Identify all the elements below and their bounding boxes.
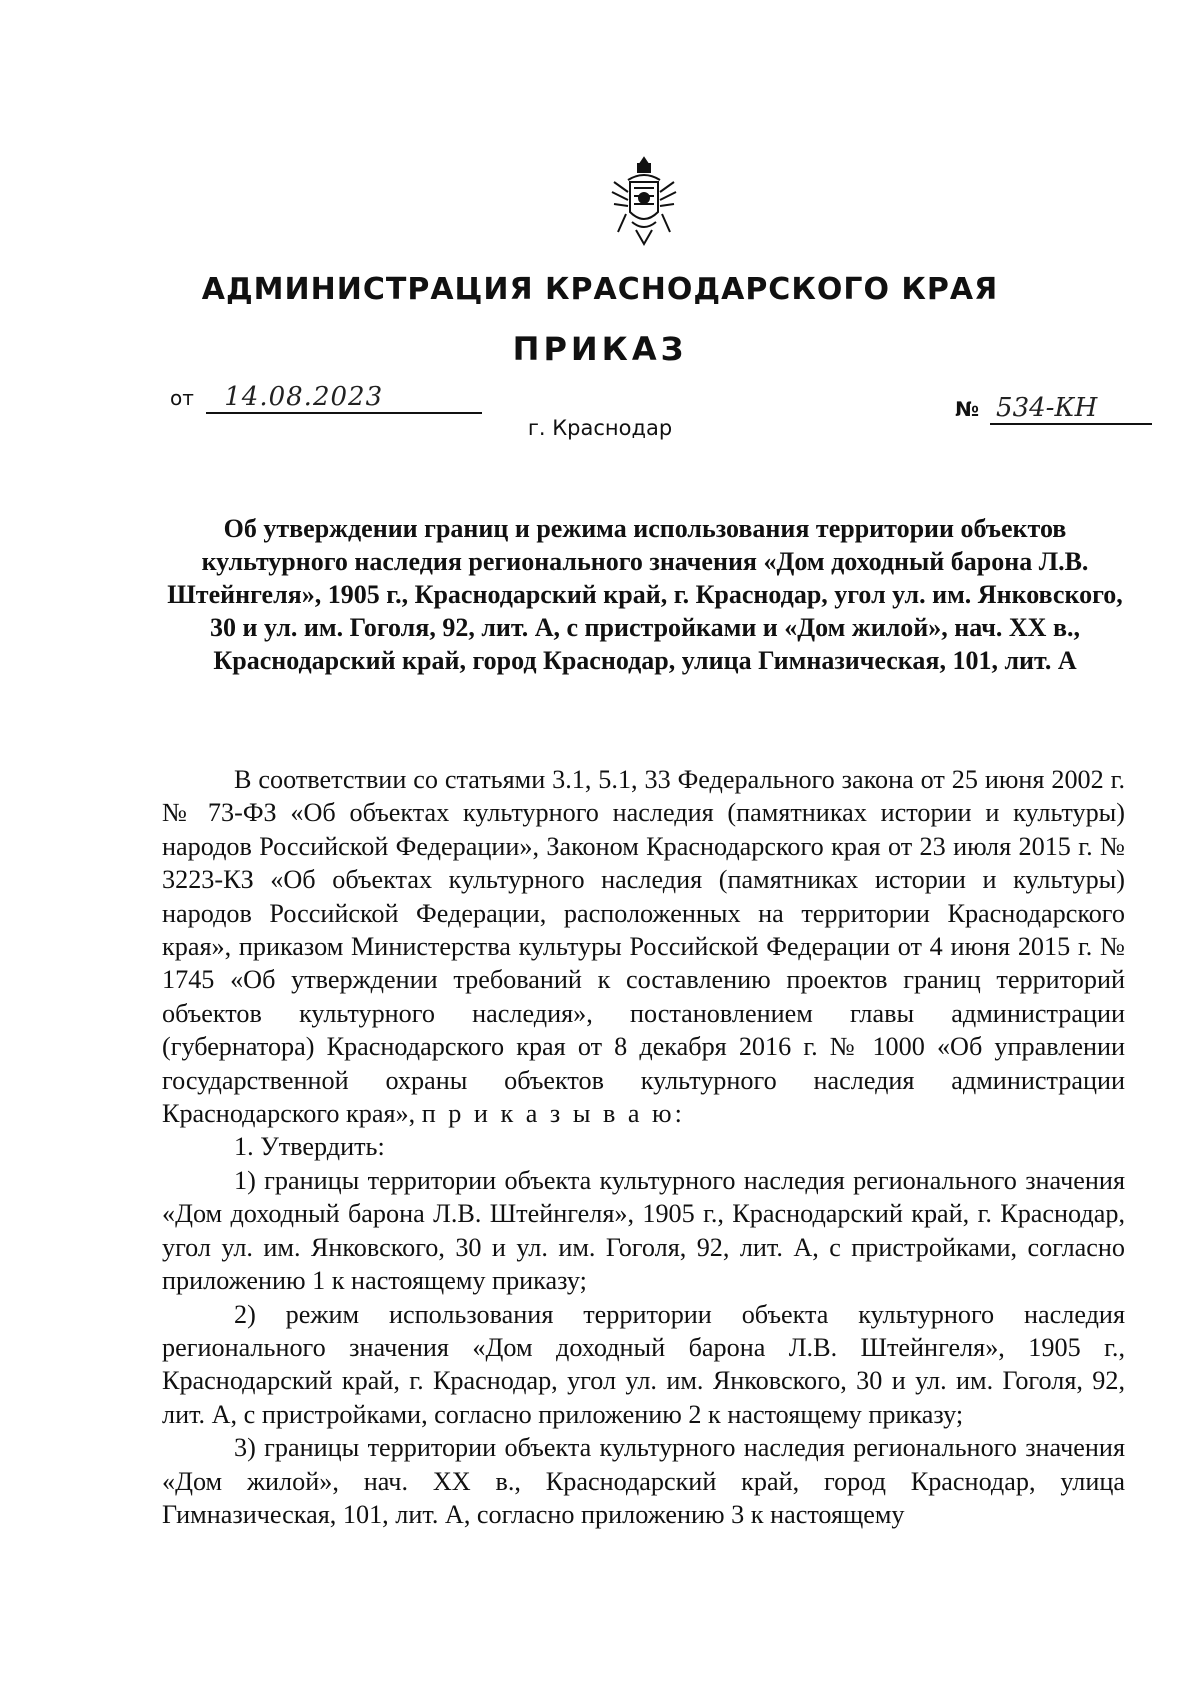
subitem-2: 2) режим использования территории объекта культурного наследия регионального значения «Дом доходный барона Л.В. Штейнгеля», 1905 г., Краснодарский край, г. Краснодар, угол ул. им. Янковского, 30 и ул. им. Гоголя, 92, лит. А, с пристройками, согласно приложению 2 к настоящему приказу; [162, 1299, 1125, 1429]
city: г. Краснодар [527, 416, 673, 440]
subitem-3: 3) границы территории объекта культурного наследия регионального значения «Дом жилой», нач. XX в., Краснодарский край, город Краснодар, улица Гимназическая, 101, лит. А, согласно приложению 3 к настоящему [162, 1433, 1125, 1529]
subitem-1: 1) границы территории объекта культурного наследия регионального значения «Дом доходный барона Л.В. Штейнгеля», 1905 г., Краснодарский край, г. Краснодар, угол ул. им. Янковского, 30 и ул. им. Гоголя, 92, лит. А, с пристройками, согласно приложению 1 к настоящему приказу; [162, 1165, 1125, 1296]
document-type: ПРИКАЗ [512, 330, 688, 368]
number-value: 534-КН [990, 393, 1152, 425]
document-body [162, 763, 1125, 1531]
date-label: от [170, 386, 194, 410]
intro-paragraph [162, 763, 1125, 1130]
item-1: 1. Утвердить: [234, 1132, 385, 1162]
date-block [170, 382, 482, 414]
number-block [955, 393, 1152, 425]
number-label: № [955, 397, 980, 421]
document-subject: Об утверждении границ и режима использования территории объектов культурного наследия регионального значения «Дом доходный барона Л.В. Штейнгеля», 1905 г., Краснодарский край, г. Краснодар, угол ул. им. Янковского, 30 и ул. им. Гоголя, 92, лит. А, с пристройками и «Дом жилой», нач. XX в., Краснодарский край, город Краснодар, улица Гимназическая, 101, лит. А [167, 514, 1123, 675]
intro-text: В соответствии со статьями 3.1, 5.1, 33 Федерального закона от 25 июня 2002 г. № 73-ФЗ «Об объектах культурного наследия (памятниках истории и культуры) народов Российской Федерации», Законом Краснодарского края от 23 июля 2015 г. № 3223-КЗ «Об объектах культурного наследия (памятниках истории и культуры) народов Российской Федерации, расположенных на территории Краснодарского края», приказом Министерства культуры Российской Федерации от 4 июня 2015 г. № 1745 «Об утверждении требований к составлению проектов границ территорий объектов культурного наследия», постановлением главы администрации (губернатора) Краснодарского края от 8 декабря 2016 г. № 1000 «Об управлении государственной охраны объектов культурного наследия администрации Краснодарского края», [162, 765, 1125, 1129]
order-word: п р и к а з ы в а ю: [421, 1099, 685, 1129]
coat-of-arms-icon [604, 152, 684, 252]
organization-title: АДМИНИСТРАЦИЯ КРАСНОДАРСКОГО КРАЯ [201, 272, 999, 307]
date-value: 14.08.2023 [206, 382, 482, 414]
